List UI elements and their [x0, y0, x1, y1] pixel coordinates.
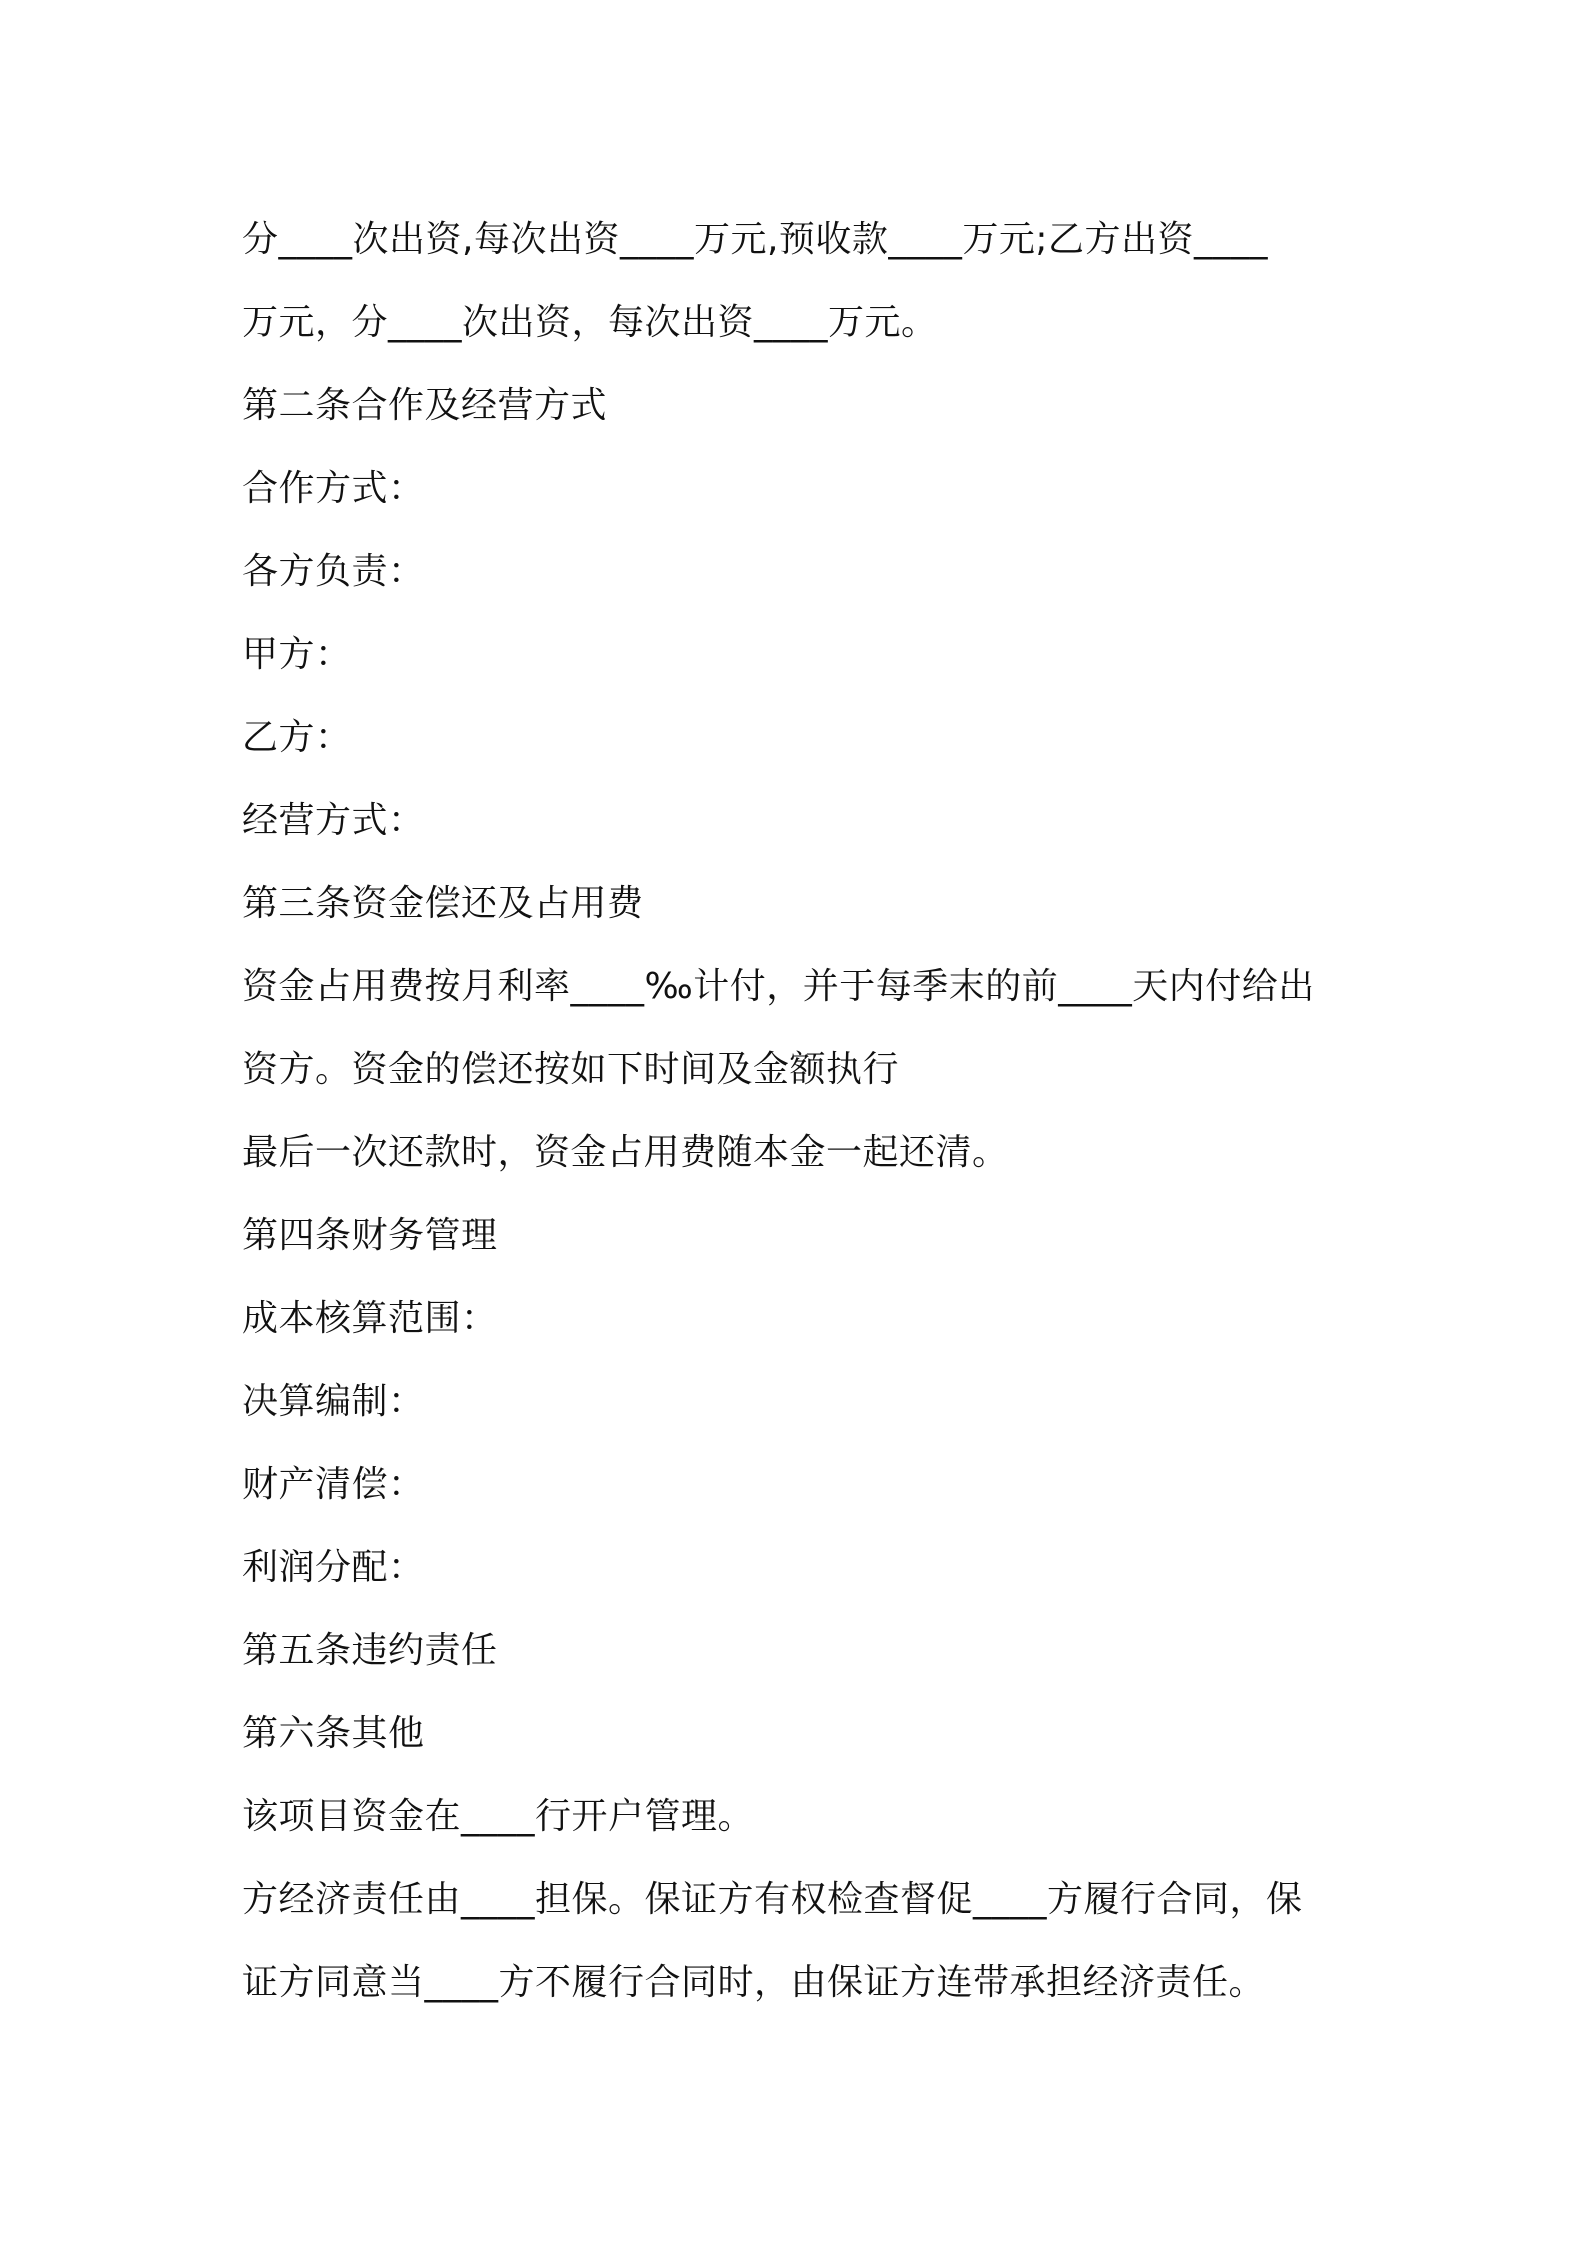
- fee-clause-line-1: 资金占用费按月利率____‰计付，并于每季末的前____天内付给出: [242, 966, 1315, 1007]
- party-b-field: 乙方：: [242, 717, 352, 758]
- operation-method-field: 经营方式：: [242, 800, 425, 841]
- guarantee-clause-line-2: 证方同意当____方不履行合同时，由保证方连带承担经济责任。: [242, 1962, 1266, 2003]
- cooperation-method-field: 合作方式：: [242, 468, 425, 509]
- bank-account-clause: 该项目资金在____行开户管理。: [242, 1796, 755, 1837]
- fee-clause-line-2: 资方。资金的偿还按如下时间及金额执行: [242, 1049, 900, 1090]
- article-4-heading: 第四条财务管理: [242, 1215, 498, 1256]
- guarantee-clause-line-1: 方经济责任由____担保。保证方有权检查督促____方履行合同，保: [242, 1879, 1303, 1920]
- contribution-line-2: 万元，分____次出资，每次出资____万元。: [242, 302, 938, 343]
- article-6-heading: 第六条其他: [242, 1713, 425, 1754]
- article-5-heading: 第五条违约责任: [242, 1630, 498, 1671]
- cost-accounting-field: 成本核算范围：: [242, 1298, 498, 1339]
- article-2-heading: 第二条合作及经营方式: [242, 385, 608, 426]
- document-body: [242, 198, 1362, 2024]
- final-accounts-field: 决算编制：: [242, 1381, 425, 1422]
- property-settlement-field: 财产清偿：: [242, 1464, 425, 1505]
- final-repayment-clause: 最后一次还款时，资金占用费随本金一起还清。: [242, 1132, 1009, 1173]
- profit-distribution-field: 利润分配：: [242, 1547, 425, 1588]
- contribution-line-1: 分____次出资,每次出资____万元,预收款____万元;乙方出资____: [242, 219, 1269, 260]
- party-responsibilities-field: 各方负责：: [242, 551, 425, 592]
- party-a-field: 甲方：: [242, 634, 352, 675]
- article-3-heading: 第三条资金偿还及占用费: [242, 883, 644, 924]
